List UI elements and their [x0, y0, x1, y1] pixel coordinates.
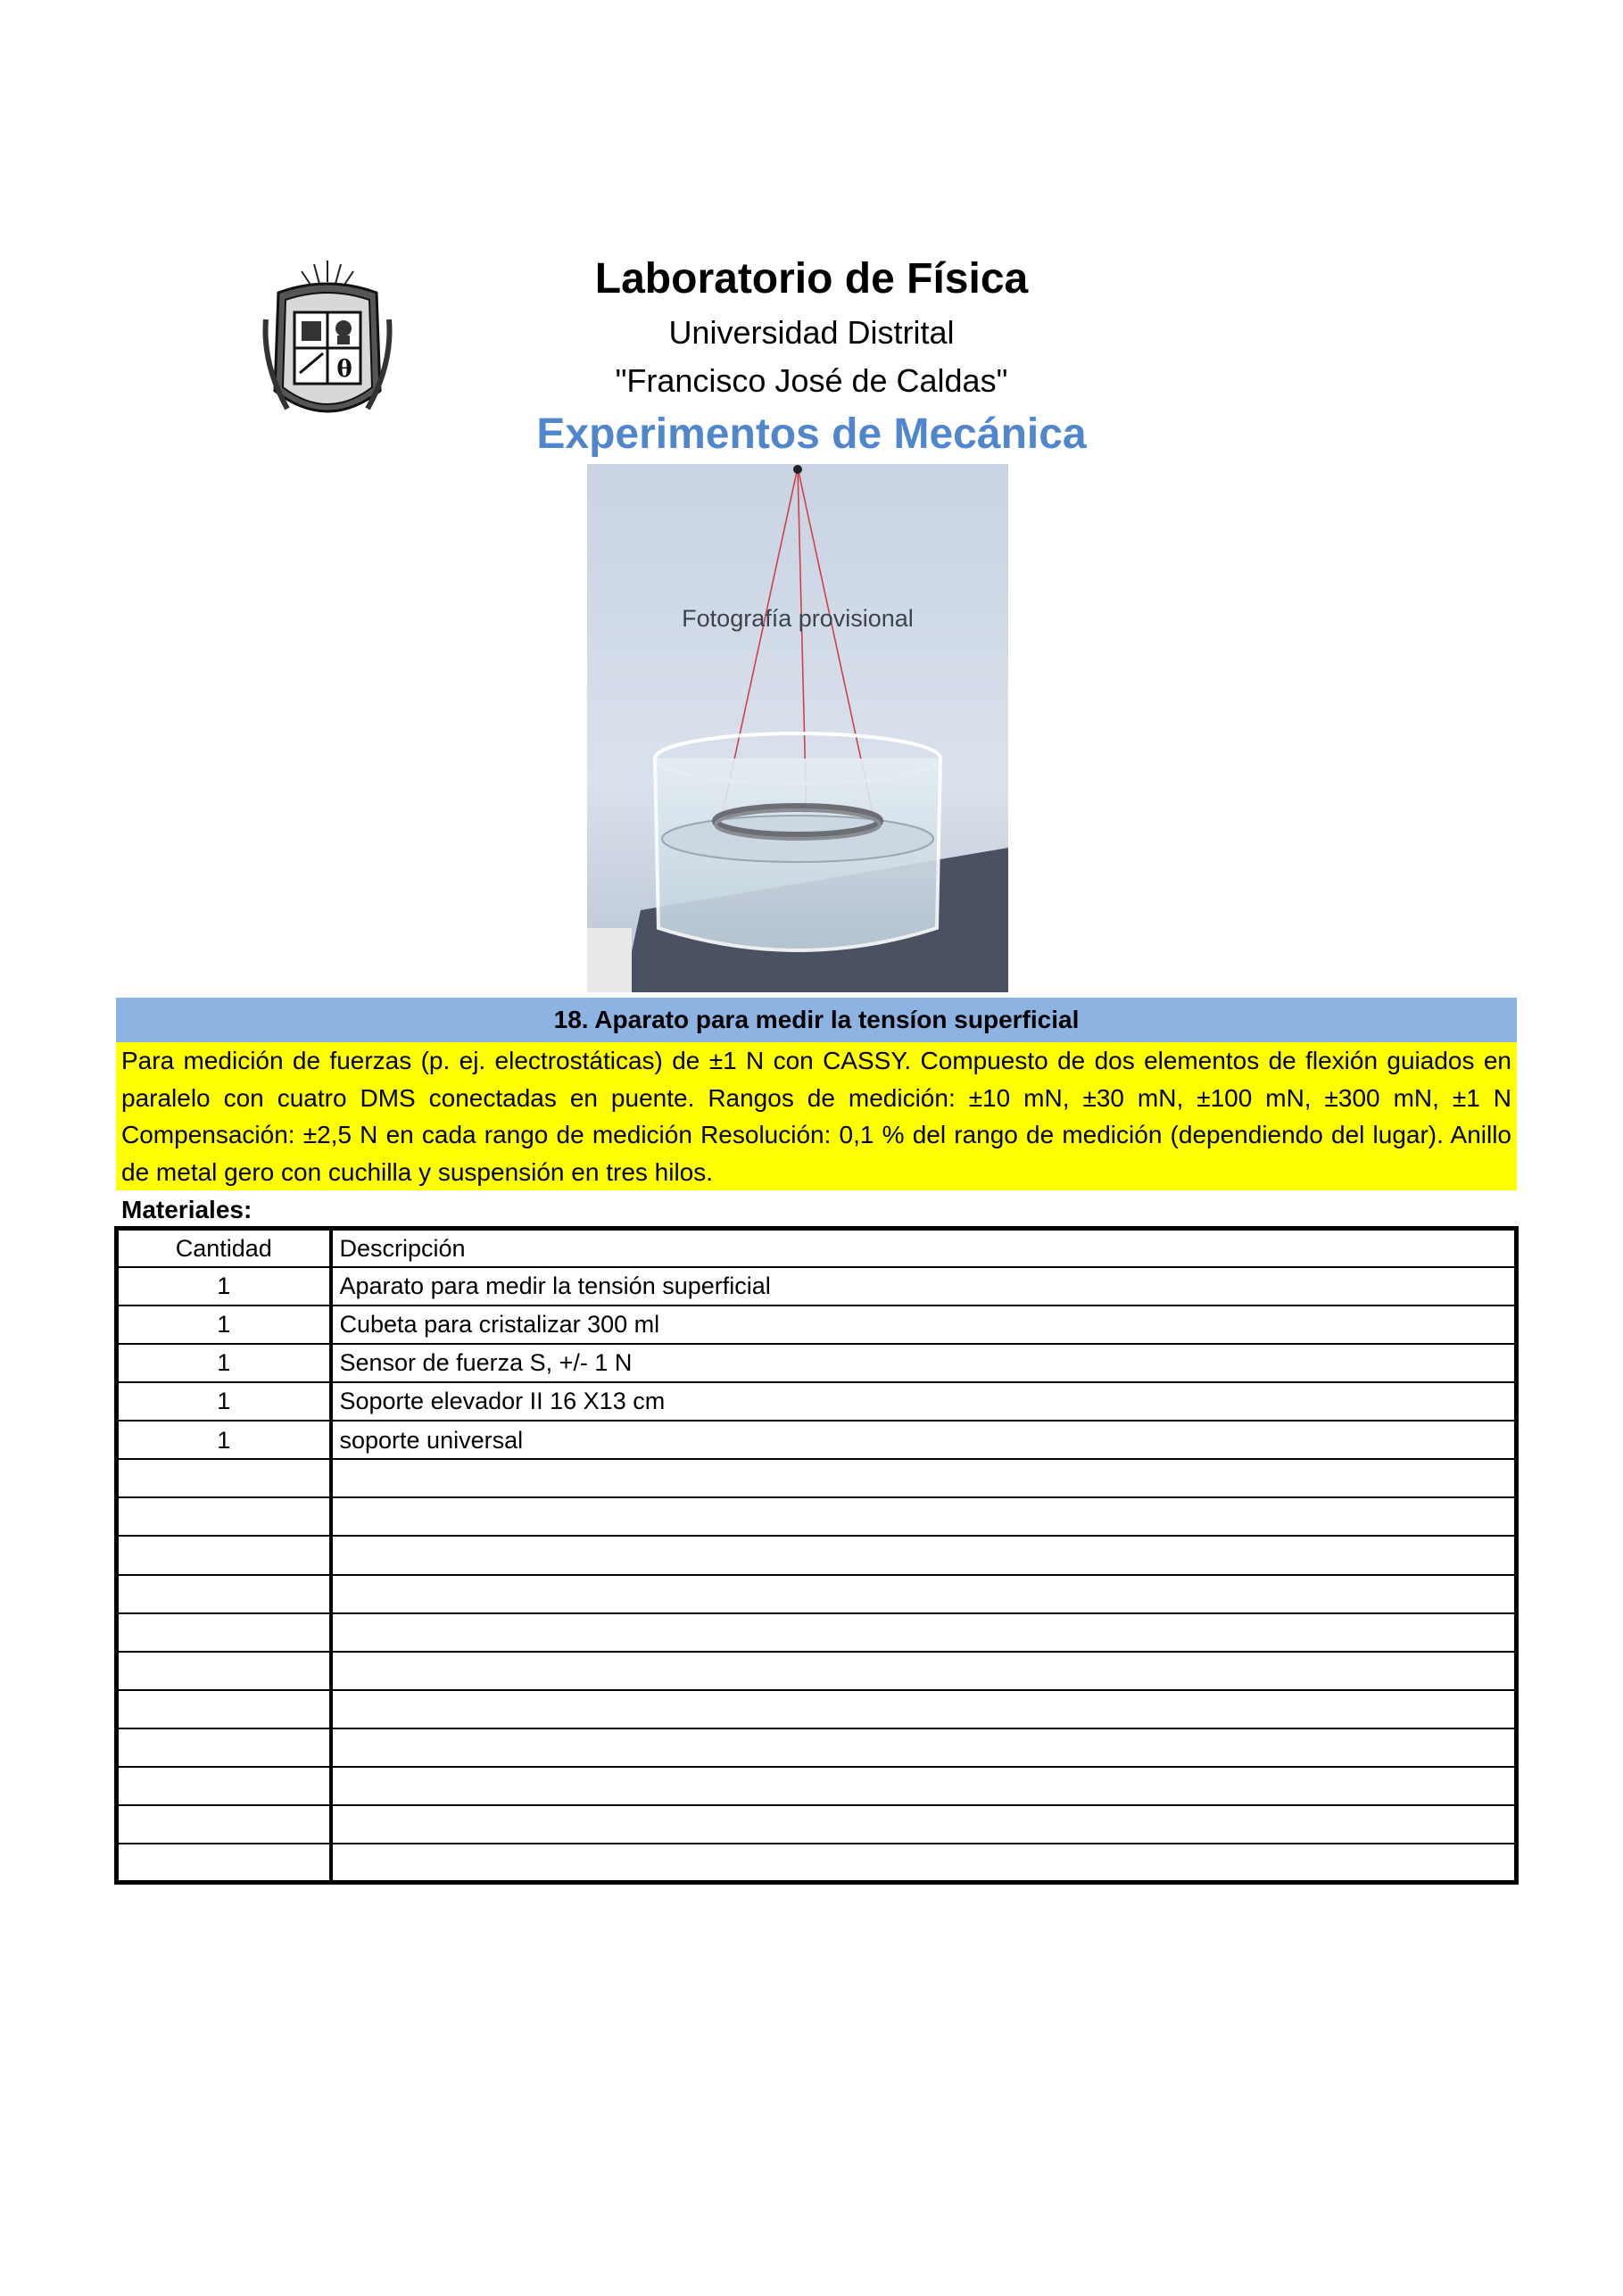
- description-cell: [331, 1652, 1517, 1690]
- quantity-cell: [117, 1728, 331, 1767]
- materials-label: Materiales:: [121, 1196, 253, 1223]
- table-row: [117, 1459, 1517, 1497]
- description-cell: Cubeta para cristalizar 300 ml: [331, 1305, 1517, 1344]
- quantity-cell: 1: [117, 1421, 331, 1459]
- university-subtitle: "Francisco José de Caldas": [615, 362, 1008, 399]
- apparatus-photo: [587, 464, 1008, 992]
- quantity-cell: 1: [117, 1267, 331, 1305]
- table-row: [117, 1767, 1517, 1805]
- quantity-cell: [117, 1767, 331, 1805]
- university-name: Universidad Distrital: [668, 314, 955, 351]
- description-cell: [331, 1844, 1517, 1882]
- description-cell: [331, 1767, 1517, 1805]
- quantity-cell: [117, 1459, 331, 1497]
- table-row: [117, 1305, 1517, 1344]
- table-row: [117, 1497, 1517, 1536]
- quantity-cell: [117, 1690, 331, 1728]
- description-cell: Sensor de fuerza S, +/- 1 N: [331, 1344, 1517, 1382]
- table-row: [117, 1421, 1517, 1459]
- quantity-cell: 1: [117, 1382, 331, 1421]
- table-row: [117, 1805, 1517, 1844]
- table-header-row: [117, 1229, 1517, 1267]
- experiment-title: 18. Aparato para medir la tensíon superficial: [116, 998, 1517, 1042]
- table-row: [117, 1690, 1517, 1728]
- quantity-cell: [117, 1652, 331, 1690]
- svg-text:θ: θ: [336, 356, 352, 383]
- table-row: [117, 1267, 1517, 1305]
- column-header-quantity: Cantidad: [117, 1229, 331, 1267]
- description-cell: [331, 1536, 1517, 1574]
- description-cell: [331, 1613, 1517, 1652]
- column-header-description: Descripción: [331, 1229, 1517, 1267]
- quantity-cell: [117, 1805, 331, 1844]
- description-cell: [331, 1728, 1517, 1767]
- table-row: [117, 1613, 1517, 1652]
- description-cell: Aparato para medir la tensión superficial: [331, 1267, 1517, 1305]
- description-cell: [331, 1497, 1517, 1536]
- lab-title: Laboratorio de Física: [594, 255, 1029, 303]
- table-row: [117, 1728, 1517, 1767]
- table-row: [117, 1652, 1517, 1690]
- quantity-cell: [117, 1575, 331, 1613]
- quantity-cell: 1: [117, 1344, 331, 1382]
- description-cell: [331, 1805, 1517, 1844]
- description-cell: [331, 1575, 1517, 1613]
- quantity-cell: [117, 1497, 331, 1536]
- description-cell: [331, 1459, 1517, 1497]
- materials-table: [114, 1226, 1519, 1885]
- quantity-cell: [117, 1536, 331, 1574]
- quantity-cell: [117, 1613, 331, 1652]
- table-row: [117, 1382, 1517, 1421]
- description-cell: Soporte elevador II 16 X13 cm: [331, 1382, 1517, 1421]
- description-cell: soporte universal: [331, 1421, 1517, 1459]
- photo-caption: Fotografía provisional: [682, 605, 914, 632]
- table-row: [117, 1344, 1517, 1382]
- table-row: [117, 1575, 1517, 1613]
- experiment-description: Para medición de fuerzas (p. ej. electrostáticas) de ±1 N con CASSY. Compuesto de dos elementos de flexión guiados en paralelo con cuatro DMS conectadas en puente. Rangos de medición: ±10 mN, ±30 mN, ±100 mN, ±300 mN, ±1 N Compensación: ±2,5 N en cada rango de medición Resolución: 0,1 % del rango de medición (dependiendo del lugar). Anillo de metal gero con cuchilla y suspensión en tres hilos.: [116, 1042, 1517, 1190]
- table-row: [117, 1844, 1517, 1882]
- section-title: Experimentos de Mecánica: [536, 410, 1087, 458]
- table-row: [117, 1536, 1517, 1574]
- quantity-cell: [117, 1844, 331, 1882]
- quantity-cell: 1: [117, 1305, 331, 1344]
- description-cell: [331, 1690, 1517, 1728]
